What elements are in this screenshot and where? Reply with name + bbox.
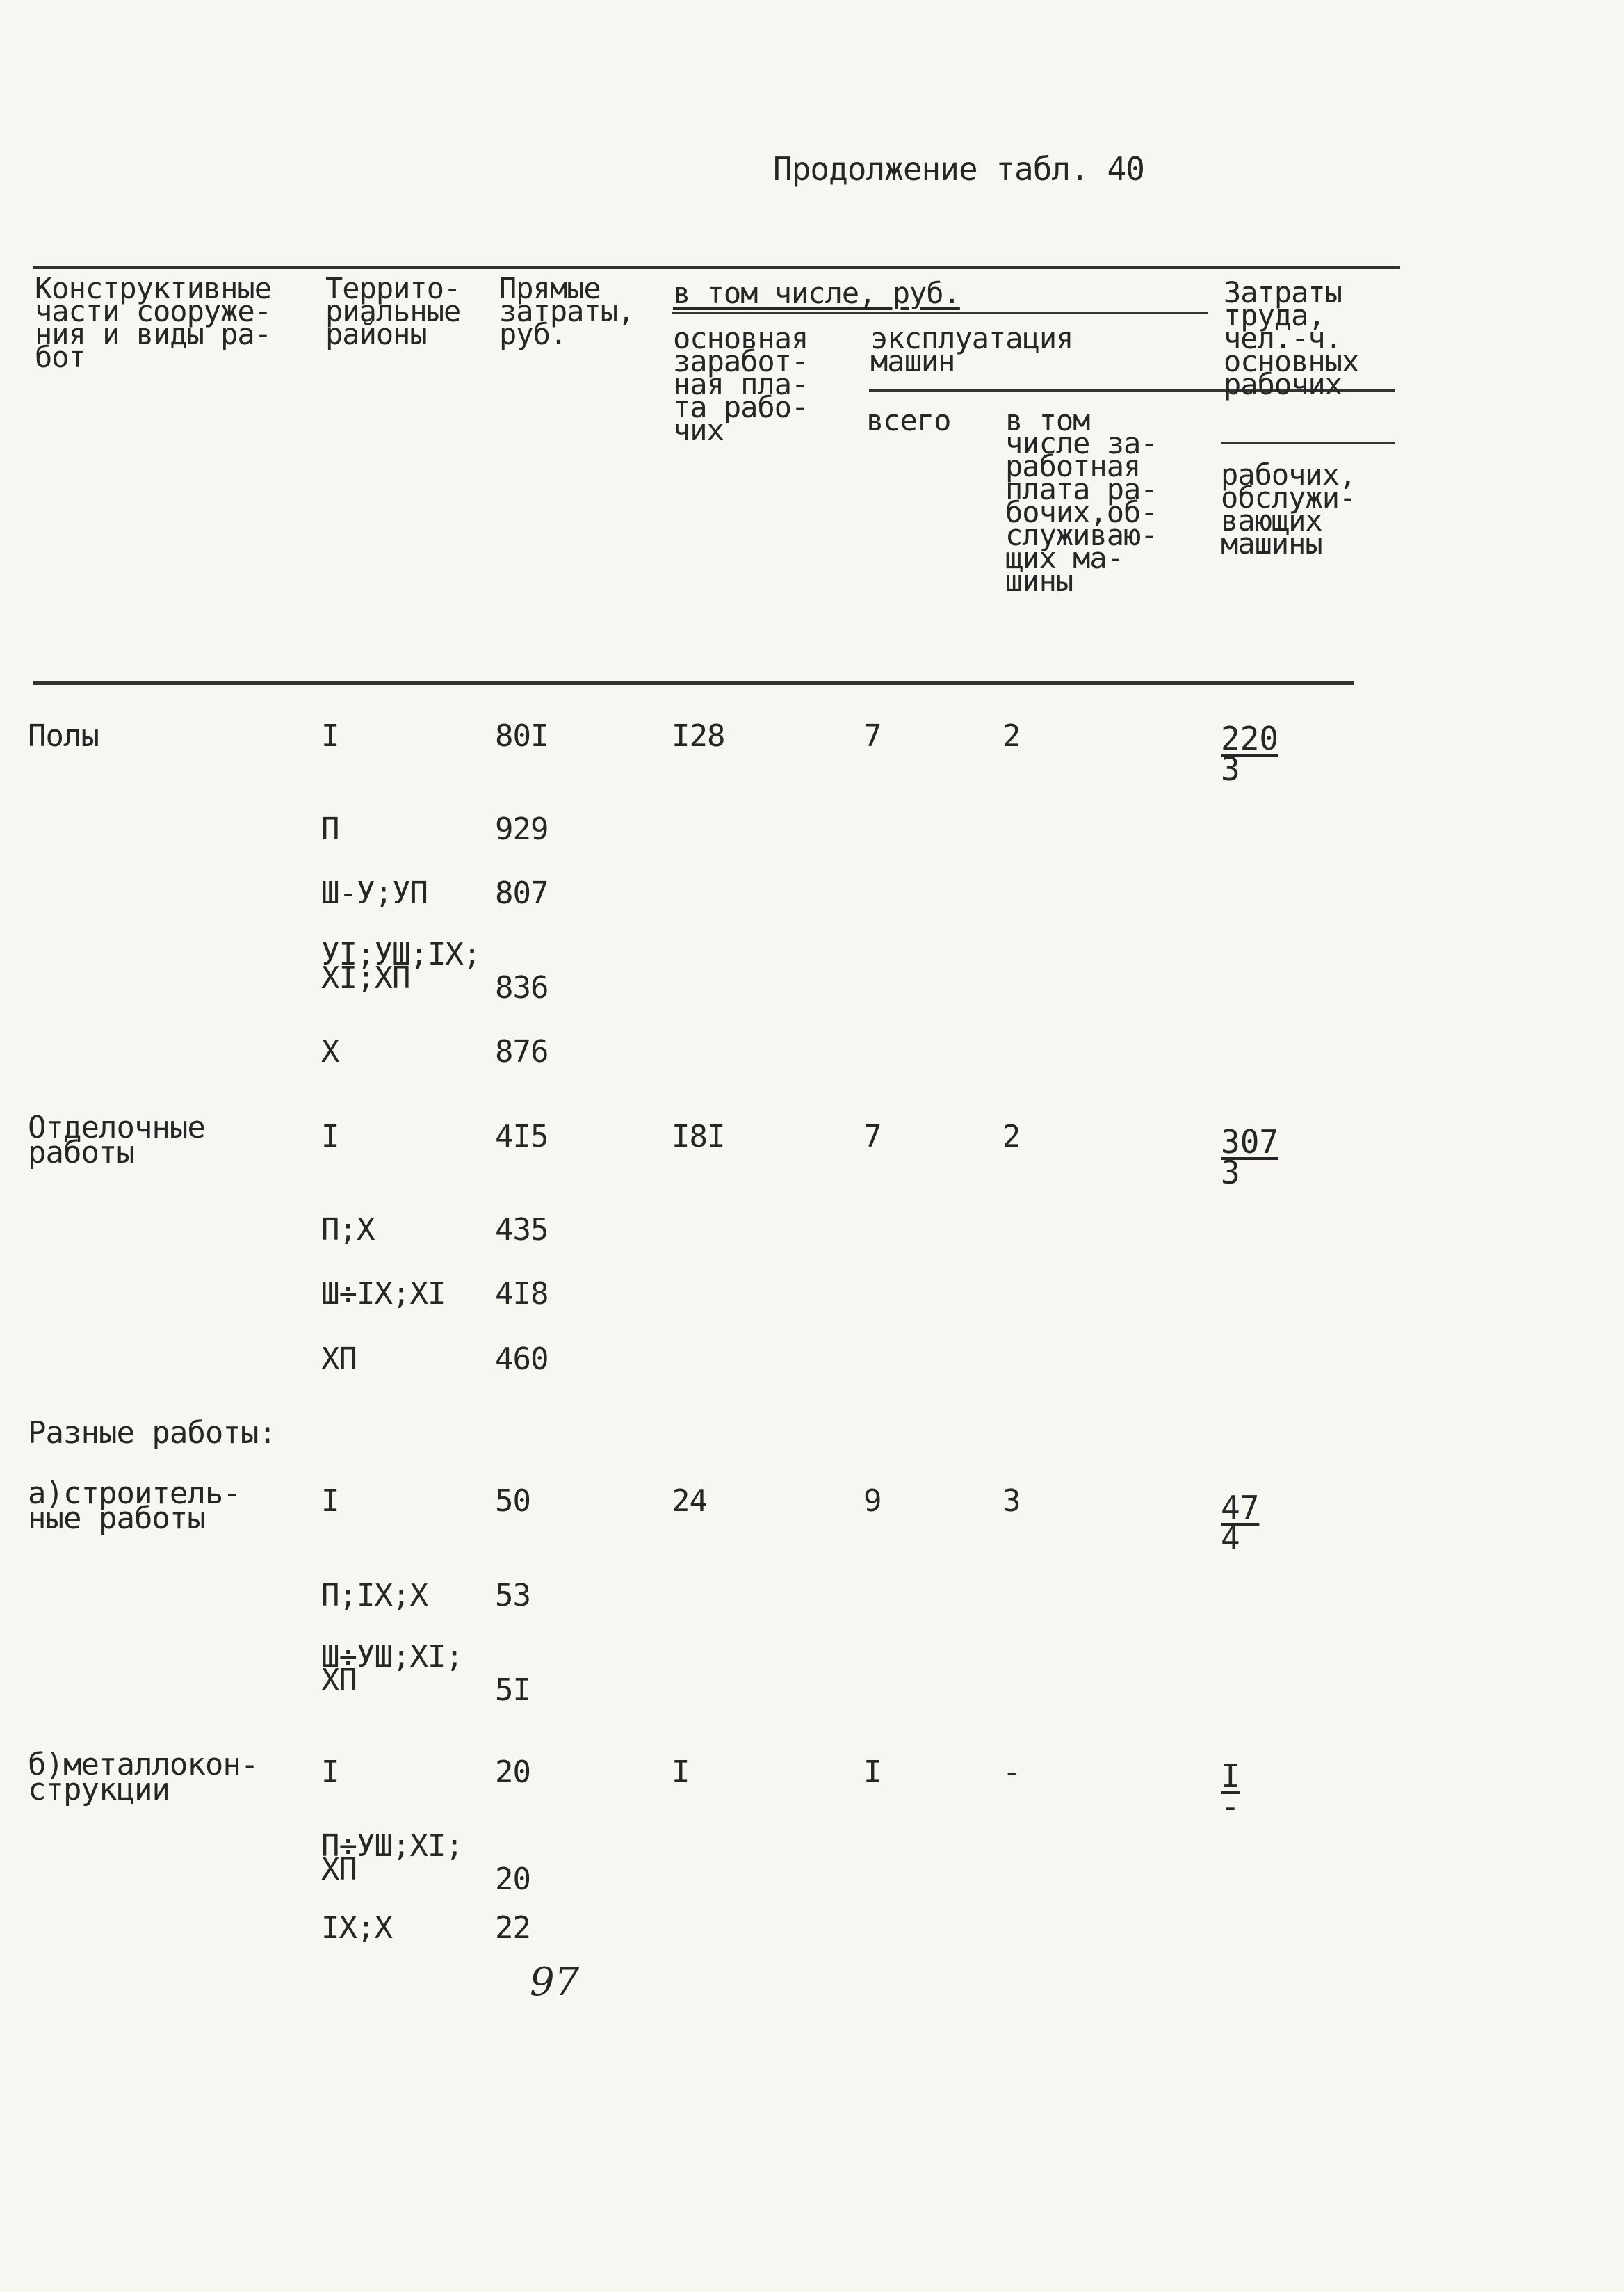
header-regions: Террито- риальные районы — [325, 271, 461, 351]
row-region: Ш÷IХ;ХI — [321, 1276, 446, 1312]
table-caption: Продолжение табл. 40 — [773, 150, 1144, 188]
row-region: П÷УШ;ХI; ХП — [321, 1828, 463, 1887]
labor-main: 47 — [1221, 1489, 1260, 1526]
header-labor-rule — [1221, 442, 1395, 444]
row-wage: I — [672, 1754, 690, 1790]
row-direct: 4I8 — [495, 1276, 549, 1312]
row-labor-fraction — [1221, 1123, 1279, 1191]
header-labor-machine: рабочих, обслужи- вающих машины — [1221, 458, 1356, 560]
header-machines-wage: в том числе за- работная плата ра- бочих,об- служиваю- щих ма- шины — [1005, 403, 1158, 598]
row-machines-wage: 3 — [1002, 1483, 1021, 1519]
labor-machine: 3 — [1221, 750, 1240, 788]
row-section-title: Разные работы: — [28, 1415, 276, 1451]
row-region: П;IХ;Х — [321, 1578, 428, 1613]
row-labor-fraction — [1221, 720, 1279, 788]
row-region: Х — [321, 1034, 339, 1070]
row-region: УI;УШ;IХ; ХI;ХП — [321, 937, 481, 996]
row-machines-wage: - — [1002, 1754, 1021, 1790]
row-part: Полы — [28, 718, 99, 754]
row-direct: 876 — [495, 1034, 549, 1070]
row-labor-fraction — [1221, 1489, 1260, 1557]
row-direct: 807 — [495, 875, 549, 911]
labor-main: I — [1221, 1757, 1240, 1795]
row-direct: 929 — [495, 812, 549, 847]
row-region: I — [321, 1483, 339, 1519]
labor-machine: 3 — [1221, 1154, 1240, 1191]
header-group-rule — [672, 312, 1208, 314]
row-region: I — [321, 1754, 339, 1790]
header-machine-operation: эксплуатация машин — [870, 321, 1073, 378]
row-direct: 5I — [495, 1672, 530, 1708]
row-machines-total: 7 — [863, 718, 882, 754]
table-top-rule — [33, 266, 1400, 269]
row-machines-wage: 2 — [1002, 1119, 1021, 1154]
header-base-wage: основная заработ- ная пла- та рабо- чих — [673, 321, 809, 447]
row-wage: I28 — [672, 718, 725, 754]
row-region: IХ;Х — [321, 1910, 392, 1946]
row-direct: 22 — [495, 1910, 530, 1946]
row-part: б)металлокон- струкции — [28, 1747, 259, 1807]
row-labor-fraction — [1221, 1757, 1240, 1825]
row-direct: 4I5 — [495, 1119, 549, 1154]
row-region: I — [321, 1119, 339, 1154]
header-labor-main: Затраты труда, чел.-ч. основных рабочих — [1224, 275, 1359, 401]
row-part: Отделочные работы — [28, 1110, 205, 1170]
row-direct: 20 — [495, 1862, 530, 1897]
row-region: П;Х — [321, 1212, 375, 1248]
row-direct: 435 — [495, 1212, 549, 1248]
row-direct: 53 — [495, 1578, 530, 1613]
row-wage: 24 — [672, 1483, 707, 1519]
row-machines-total: I — [863, 1754, 882, 1790]
row-region: П — [321, 812, 339, 847]
page-number: 97 — [530, 1960, 580, 2005]
row-part: а)строитель- ные работы — [28, 1476, 241, 1536]
header-direct-costs: Прямые затраты, руб. — [499, 271, 635, 351]
labor-main: 307 — [1221, 1123, 1279, 1161]
row-region: I — [321, 718, 339, 754]
header-bottom-rule — [33, 681, 1354, 685]
row-direct: 50 — [495, 1483, 530, 1519]
row-direct: 20 — [495, 1754, 530, 1790]
labor-machine: - — [1221, 1788, 1240, 1825]
labor-machine: 4 — [1221, 1519, 1240, 1557]
row-direct: 836 — [495, 970, 549, 1006]
row-machines-total: 9 — [863, 1483, 882, 1519]
row-region: Ш÷УШ;ХI; ХП — [321, 1639, 463, 1698]
header-machines-total: всего — [866, 403, 951, 437]
row-machines-total: 7 — [863, 1119, 882, 1154]
header-including: в том числе, руб. — [673, 276, 960, 310]
header-structural-parts: Конструктивные части сооруже- ния и виды ра- бот — [35, 271, 272, 374]
labor-main: 220 — [1221, 720, 1279, 757]
row-direct: 80I — [495, 718, 549, 754]
row-wage: I8I — [672, 1119, 725, 1154]
row-direct: 460 — [495, 1341, 549, 1377]
row-region: Ш-У;УП — [321, 875, 428, 911]
row-machines-wage: 2 — [1002, 718, 1021, 754]
row-region: ХП — [321, 1341, 357, 1377]
